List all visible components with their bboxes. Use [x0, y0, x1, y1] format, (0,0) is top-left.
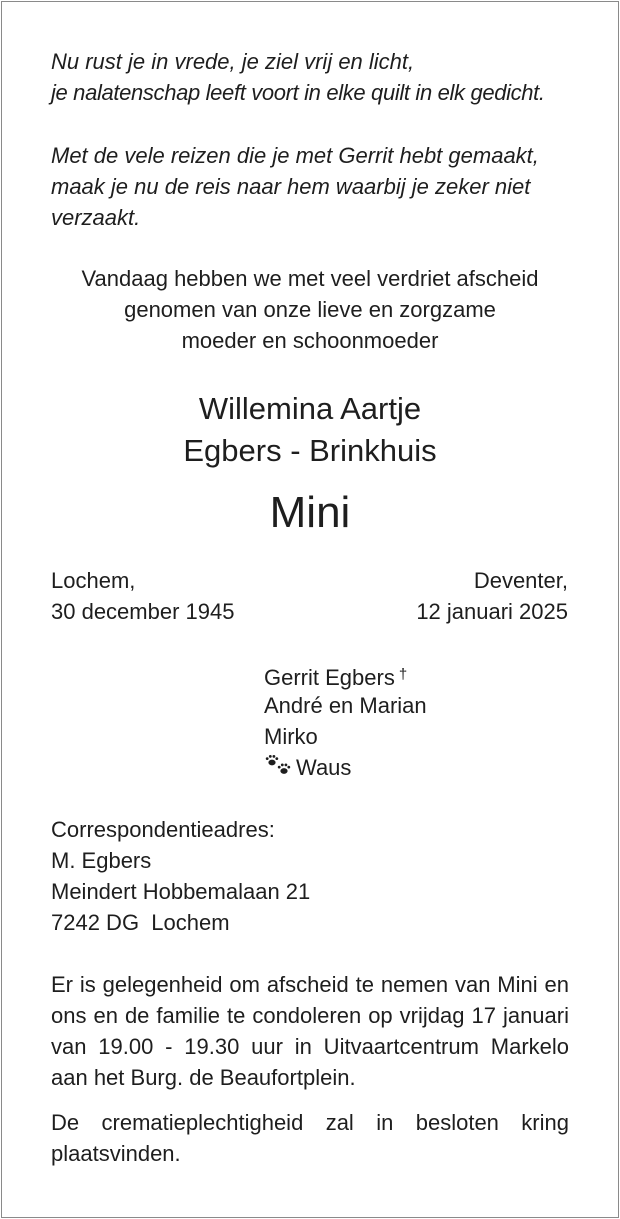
poem-line-3: Met de vele reizen die je met Gerrit hebt gemaakt,: [51, 143, 539, 168]
family-member: [264, 660, 407, 693]
condolence-paragraph: Er is gelegenheid om afscheid te nemen van Mini en ons en de familie te condoleren op vrijdag 17 januari van 19.00 - 19.30 uur in Uitvaartcentrum Markelo aan het Burg. de Beaufortplein.: [51, 972, 569, 1090]
correspondence-heading: Correspondentieadres:: [51, 817, 275, 842]
poem-line-1: Nu rust je in vrede, je ziel vrij en licht,: [51, 49, 415, 74]
family-member-name: André en Marian: [264, 693, 427, 718]
family-member-name: Mirko: [264, 724, 318, 749]
poem-line-4: maak je nu de reis naar hem waarbij je zeker niet: [51, 174, 531, 199]
ceremony-paragraph: De crematieplechtigheid zal in besloten kring plaatsvinden.: [51, 1110, 569, 1166]
family-pet-name: Waus: [296, 755, 352, 780]
deceased-surname: Egbers - Brinkhuis: [183, 433, 437, 468]
family-member-name: Gerrit Egbers: [264, 665, 395, 690]
deceased-nickname: Mini: [269, 488, 351, 537]
paw-prints-icon: [264, 754, 294, 776]
correspondence-street: Meindert Hobbemalaan 21: [51, 879, 311, 904]
deceased-given-names: Willemina Aartje: [198, 391, 422, 426]
poem-line-5: verzaakt.: [51, 205, 141, 230]
deceased-cross-icon: †: [398, 666, 408, 683]
correspondence-postal-city: 7242 DG Lochem: [51, 910, 230, 935]
family-member: [264, 753, 351, 783]
intro-line-1: Vandaag hebben we met veel verdriet afscheid: [81, 266, 539, 291]
birth-place: Lochem,: [51, 568, 136, 593]
poem-line-2: je nalatenschap leeft voort in elke quilt in elk gedicht.: [51, 80, 545, 105]
intro-line-2: genomen van onze lieve en zorgzame: [124, 297, 496, 322]
death-place: Deventer,: [473, 568, 568, 593]
birth-date: 30 december 1945: [51, 599, 235, 624]
intro-line-3: moeder en schoonmoeder: [181, 328, 439, 353]
death-date: 12 januari 2025: [416, 599, 568, 624]
correspondence-name: M. Egbers: [51, 848, 152, 873]
